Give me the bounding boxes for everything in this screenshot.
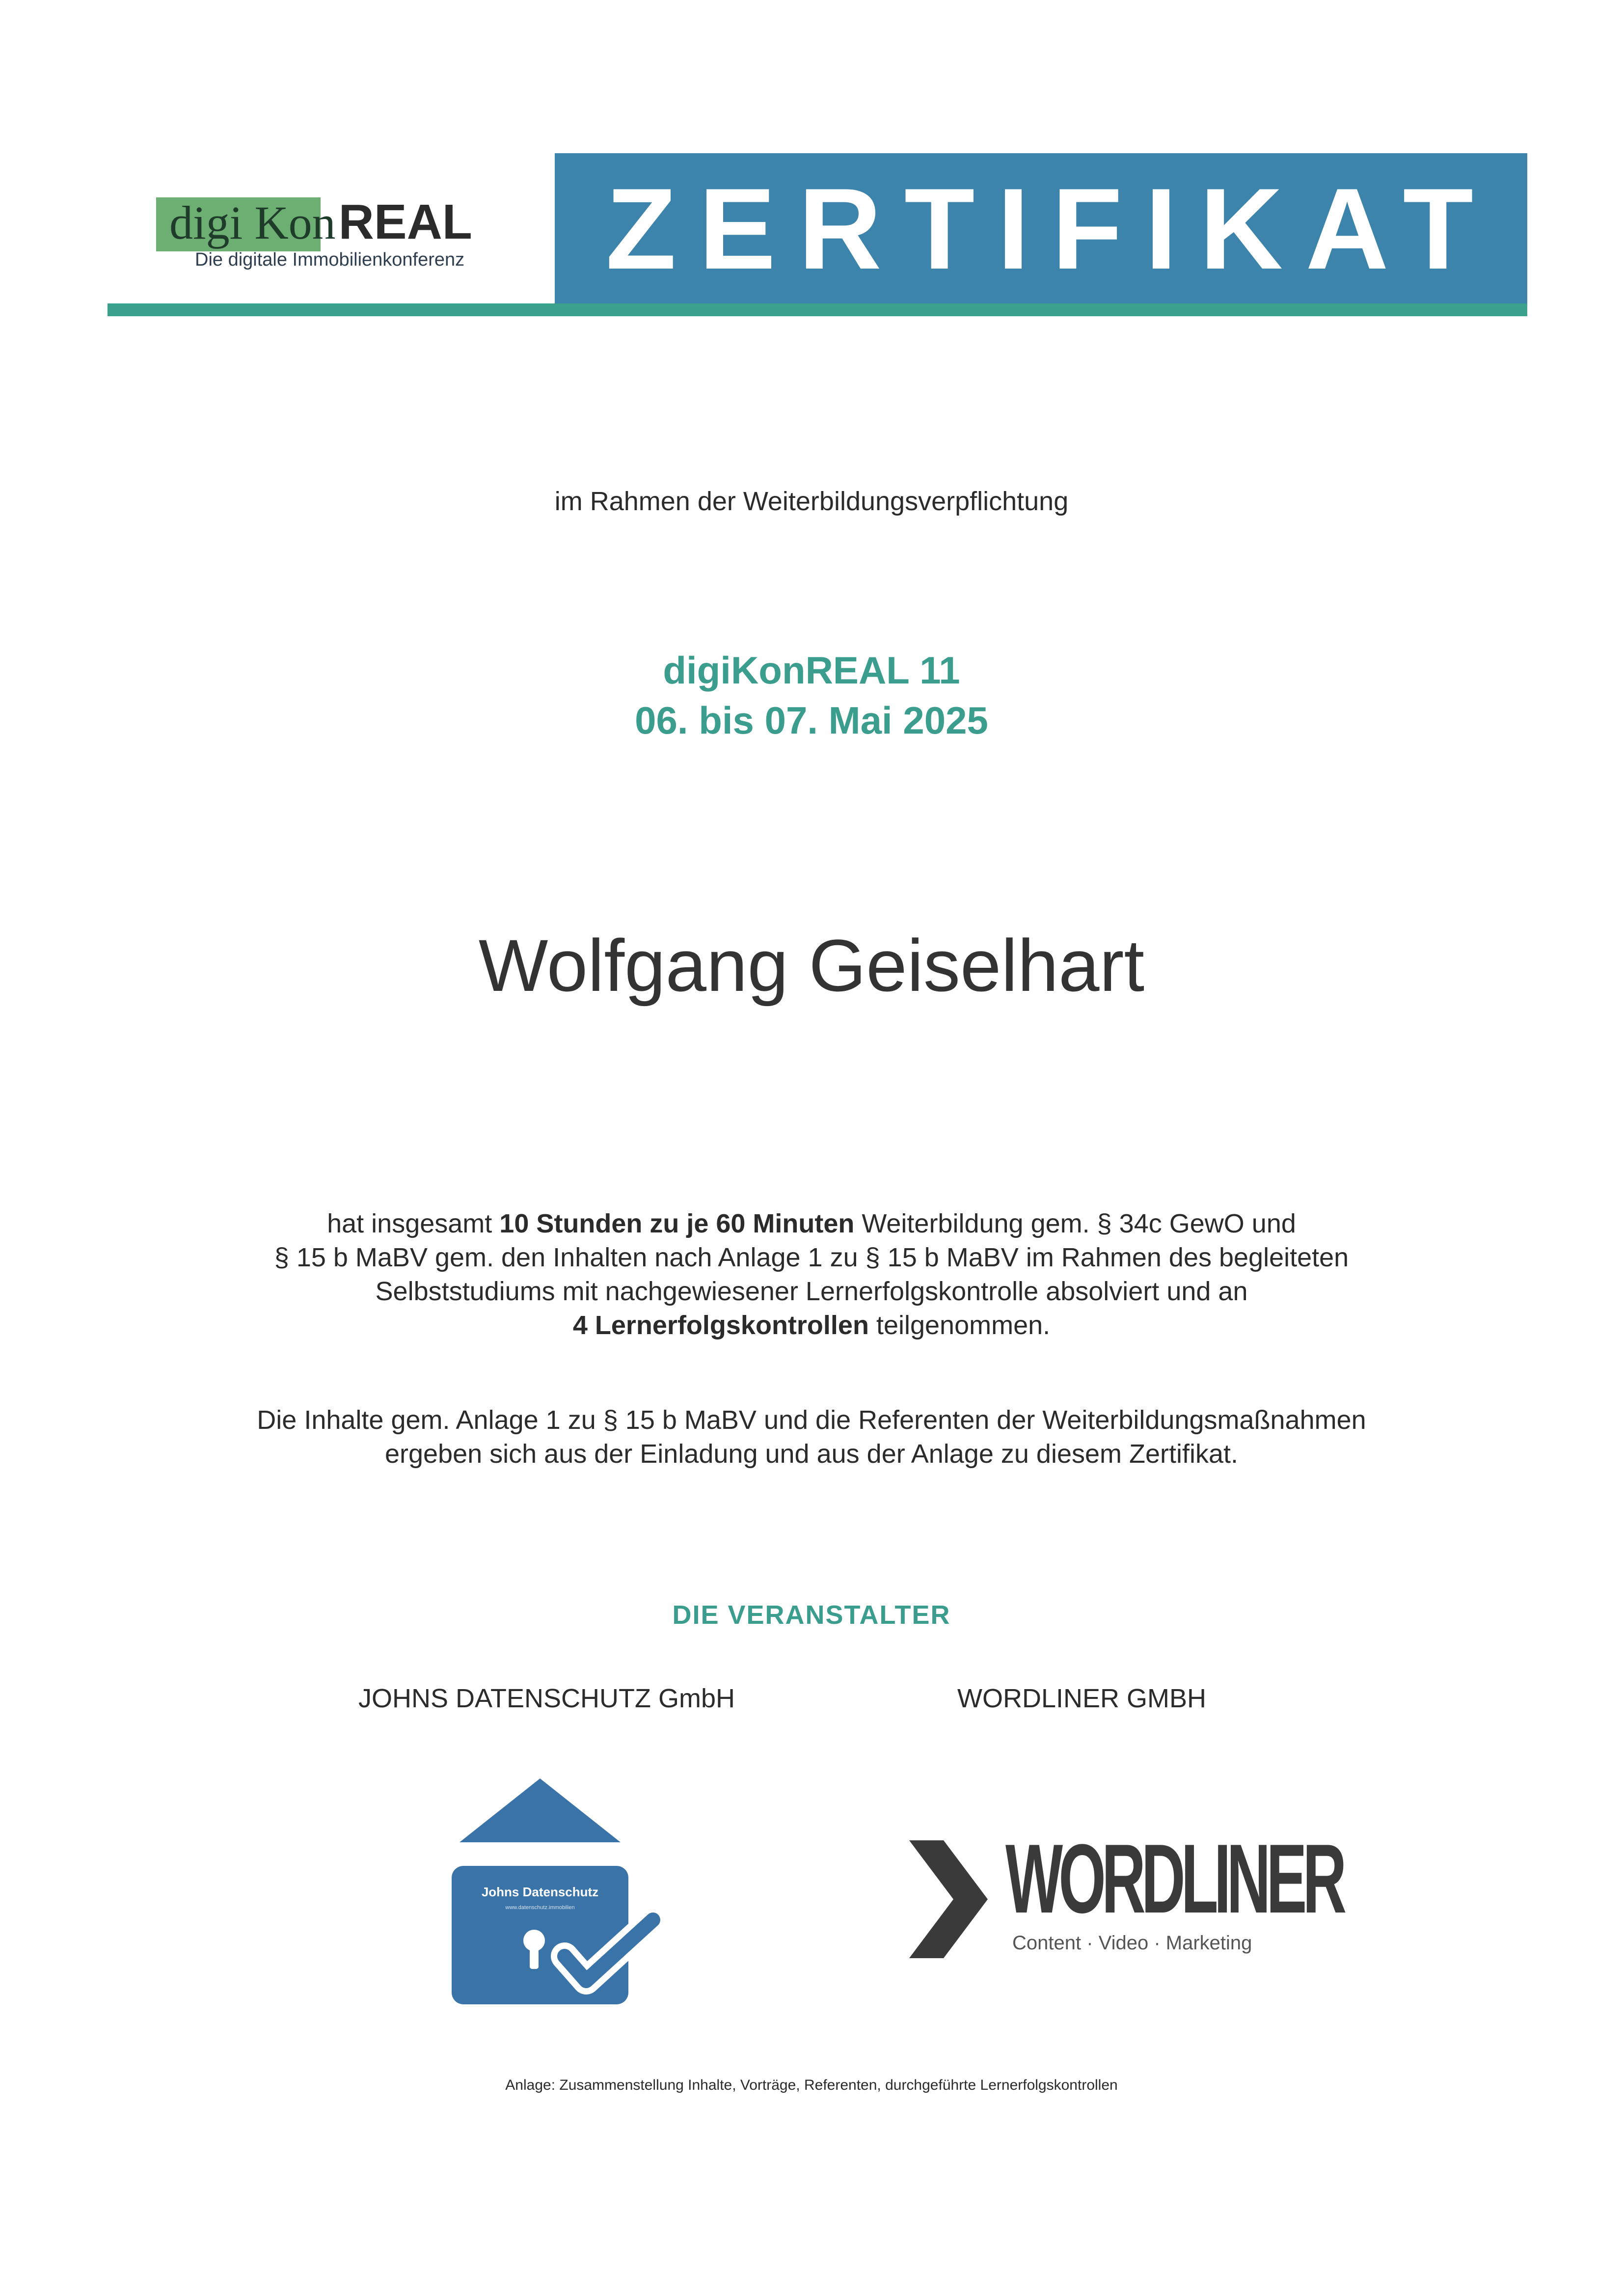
logo-digikon-text: digi Kon <box>169 196 336 249</box>
attachment-footnote: Anlage: Zusammenstellung Inhalte, Vorträge, Referenten, durchgeführte Lernerfolgskontrollen <box>505 2077 1118 2093</box>
recipient-name: Wolfgang Geiselhart <box>478 924 1145 1007</box>
subtitle: im Rahmen der Weiterbildungsverpflichtung <box>554 487 1069 516</box>
event-name: digiKonREAL 11 <box>663 649 960 692</box>
completion-paragraph <box>0 1207 1623 1342</box>
text-segment: teilgenommen. <box>868 1311 1051 1340</box>
hours-emphasis: 10 Stunden zu je 60 Minuten <box>499 1209 855 1238</box>
digikonreal-logo <box>169 192 472 251</box>
title-banner <box>555 153 1527 303</box>
wordliner-logo-tagline: Content · Video · Marketing <box>1012 1932 1252 1954</box>
johns-logo-subtext: www.datenschutz.immobilien <box>505 1905 575 1911</box>
paragraph-line: Die Inhalte gem. Anlage 1 zu § 15 b MaBV und die Referenten der Weiterbildungsmaßnahmen <box>257 1405 1366 1435</box>
paragraph-line: § 15 b MaBV gem. den Inhalten nach Anlage 1 zu § 15 b MaBV im Rahmen des begleiteten <box>274 1243 1349 1272</box>
controls-emphasis: 4 Lernerfolgskontrollen <box>572 1311 869 1340</box>
paragraph-line <box>0 1207 1623 1241</box>
wordliner-logo-word: WORDLINER <box>1005 1824 1343 1934</box>
wordliner-chevron-icon <box>909 1840 988 1958</box>
logo-real-text: REAL <box>338 194 472 249</box>
johns-logo-text: Johns Datenschutz <box>481 1885 599 1899</box>
content-paragraph <box>0 1403 1623 1471</box>
paragraph-line <box>0 1309 1623 1342</box>
johns-datenschutz-logo <box>451 1778 662 2004</box>
organizers-heading: DIE VERANSTALTER <box>672 1600 951 1630</box>
logo-tagline: Die digitale Immobilienkonferenz <box>195 249 465 270</box>
organizer-wordliner-name: WORDLINER GMBH <box>957 1684 1207 1713</box>
organizer-johns-name: JOHNS DATENSCHUTZ GmbH <box>358 1684 735 1713</box>
text-segment: Weiterbildung gem. § 34c GewO und <box>854 1209 1296 1238</box>
event-date: 06. bis 07. Mai 2025 <box>635 699 988 742</box>
text-segment: hat insgesamt <box>327 1209 500 1238</box>
header-rule <box>108 303 1527 316</box>
paragraph-line: ergeben sich aus der Einladung und aus der Anlage zu diesem Zertifikat. <box>384 1439 1239 1469</box>
paragraph-line: Selbststudiums mit nachgewiesener Lernerfolgskontrolle absolviert und an <box>375 1277 1248 1306</box>
certificate-title: ZERTIFIKAT <box>605 164 1496 293</box>
